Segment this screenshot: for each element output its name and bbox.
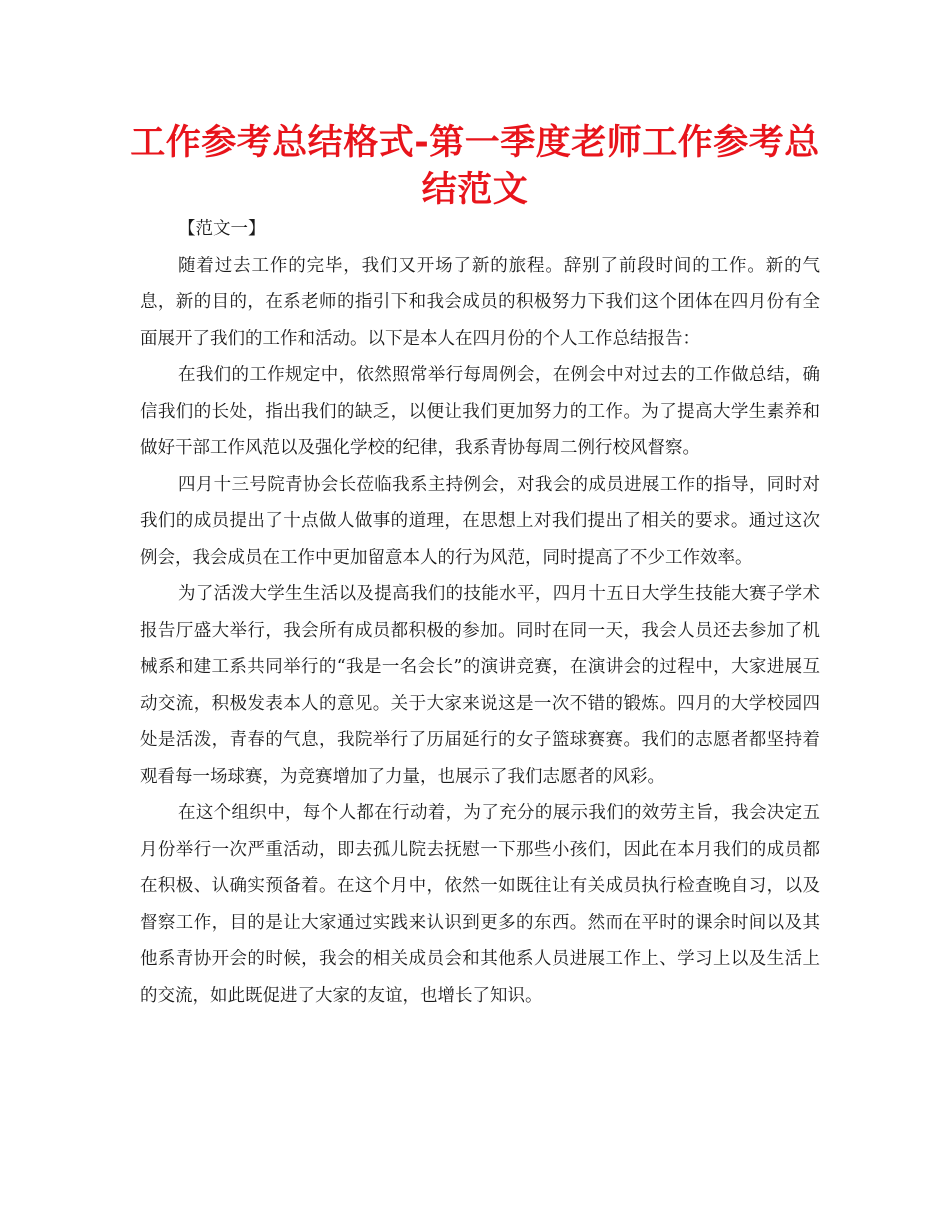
paragraph-4: 为了活泼大学生生活以及提高我们的技能水平，四月十五日大学生技能大赛子学术报告厅盛大举行，我会所有成员都积极的参加。同时在同一天，我会人员还去参加了机械系和建工系共同举行的“我是一名会长”的演讲竞赛，在演讲会的过程中，大家进展互动交流，积极发表本人的意见。关于大家来说这是一次不错的锻炼。四月的大学校园四处是活泼，青春的气息，我院举行了历届延行的女子篮球赛赛。我们的志愿者都坚持着观看每一场球赛，为竞赛增加了力量，也展示了我们志愿者的风彩。 [140,584,820,787]
document-body [140,211,820,1014]
document-title: 工作参考总结格式-第一季度老师工作参考总结范文 [130,123,820,210]
section-heading: 【范文一】 [178,219,266,239]
paragraph-5: 在这个组织中，每个人都在行动着，为了充分的展示我们的效劳主旨，我会决定五月份举行一次严重活动，即去孤儿院去抚慰一下那些小孩们，因此在本月我们的成员都在积极、认确实预备着。在这个月中，依然一如既往让有关成员执行检查晚自习，以及督察工作，目的是让大家通过实践来认识到更多的东西。然而在平时的课余时间以及其他系青协开会的时候，我会的相关成员会和其他系人员进展工作上、学习上以及生活上的交流，如此既促进了大家的友谊，也增长了知识。 [140,803,820,1006]
paragraph-1: 随着过去工作的完毕，我们又开场了新的旅程。辞别了前段时间的工作。新的气息，新的目的，在系老师的指引下和我会成员的积极努力下我们这个团体在四月份有全面展开了我们的工作和活动。以下是本人在四月份的个人工作总结报告： [140,255,820,349]
paragraph-2: 在我们的工作规定中，依然照常举行每周例会，在例会中对过去的工作做总结，确信我们的长处，指出我们的缺乏，以便让我们更加努力的工作。为了提高大学生素养和做好干部工作风范以及强化学校的纪律，我系青协每周二例行校风督察。 [140,365,820,458]
paragraph-3: 四月十三号院青协会长莅临我系主持例会，对我会的成员进展工作的指导，同时对我们的成员提出了十点做人做事的道理，在思想上对我们提出了相关的要求。通过这次例会，我会成员在工作中更加留意本人的行为风范，同时提高了不少工作效率。 [140,474,820,568]
